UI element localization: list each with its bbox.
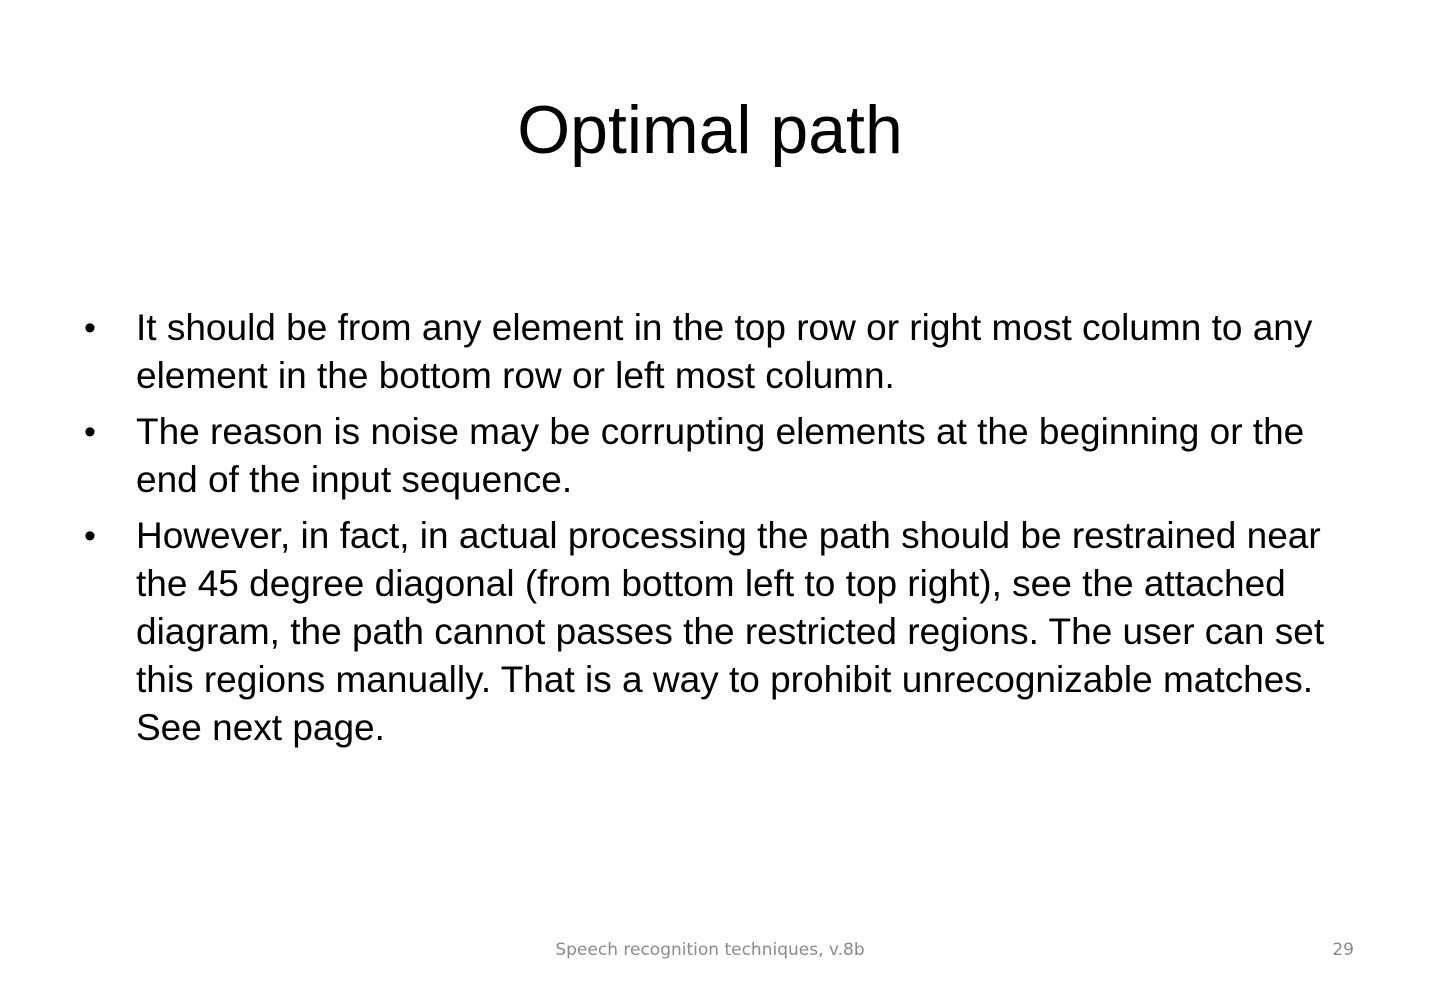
bullet-text: It should be from any element in the top row or right most column to any element in the bottom row or left most column. bbox=[136, 307, 1313, 396]
bullet-item bbox=[82, 304, 1362, 400]
bullet-icon: • bbox=[84, 517, 96, 555]
bullet-list bbox=[82, 304, 1362, 760]
bullet-item bbox=[82, 408, 1362, 504]
bullet-icon: • bbox=[84, 413, 96, 451]
bullet-icon: • bbox=[84, 309, 96, 347]
slide-title: Optimal path bbox=[517, 92, 903, 168]
footer-text: Speech recognition techniques, v.8b bbox=[555, 940, 865, 960]
page-number: 29 bbox=[1332, 940, 1354, 960]
bullet-text: However, in fact, in actual processing the path should be restrained near the 45 degree diagonal (from bottom left to top right), see the attached diagram, the path cannot passes the restricted regions. The user can set this regions manually. That is a way to prohibit unrecognizable matches. See next page. bbox=[136, 515, 1325, 748]
bullet-text: The reason is noise may be corrupting elements at the beginning or the end of the input sequence. bbox=[136, 411, 1305, 500]
bullet-item bbox=[82, 512, 1362, 752]
slide-footer bbox=[0, 940, 1440, 964]
